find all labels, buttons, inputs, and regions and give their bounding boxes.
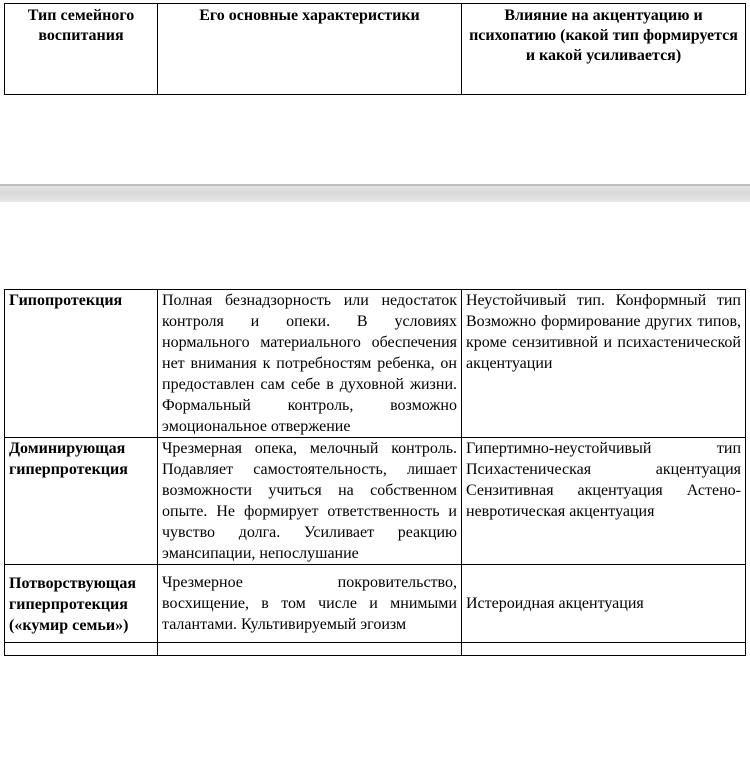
characteristics-cell: Полная безнадзорность или недостаток контроля и опеки. В условиях нормального материального обеспечения нет внимания к потребностям ребенка, он предоставлен сам себе в духовной жизни. Формальный контроль, возможно эмоциональное отвержение bbox=[158, 290, 462, 438]
header-table bbox=[4, 3, 746, 95]
family-type-cell: Доминирующая гиперпротекция bbox=[5, 438, 158, 565]
upbringing-table bbox=[4, 289, 746, 656]
influence-cell: Гипертимно-неустойчивый тип Психастеническая акцентуация Сензитивная акцентуация Астено-невротическая акцентуация bbox=[462, 438, 746, 565]
characteristics-cell: Чрезмерная опека, мелочный контроль. Подавляет самостоятельность, лишает возможности учиться на собственном опыте. Не формирует ответственность и чувство долга. Усиливает реакцию эмансипации, непослушание bbox=[158, 438, 462, 565]
cut-off-cell bbox=[158, 643, 462, 656]
table-row-cut-off bbox=[5, 643, 746, 656]
cut-off-cell bbox=[5, 643, 158, 656]
header-row bbox=[5, 4, 746, 95]
header-characteristics: Его основные характеристики bbox=[158, 4, 462, 95]
characteristics-cell: Чрезмерное покровительство, восхищение, в том числе и мнимыми талантами. Культивируемый эгоизм bbox=[158, 565, 462, 643]
page-break bbox=[0, 184, 750, 202]
header-influence: Влияние на акцентуацию и психопатию (какой тип формируется и какой усиливается) bbox=[462, 4, 746, 95]
page-break-edge bbox=[0, 184, 750, 186]
header-family-type: Тип семейного воспитания bbox=[5, 4, 158, 95]
family-type-cell: Потворствующая гиперпротекция («кумир семьи») bbox=[5, 565, 158, 643]
influence-cell: Истероидная акцентуация bbox=[462, 565, 746, 643]
table-row bbox=[5, 565, 746, 643]
cut-off-cell bbox=[462, 643, 746, 656]
table-row bbox=[5, 290, 746, 438]
table-row bbox=[5, 438, 746, 565]
influence-cell: Неустойчивый тип. Конформный тип Возможно формирование других типов, кроме сензитивной и психастенической акцентуации bbox=[462, 290, 746, 438]
family-type-cell: Гипопротекция bbox=[5, 290, 158, 438]
